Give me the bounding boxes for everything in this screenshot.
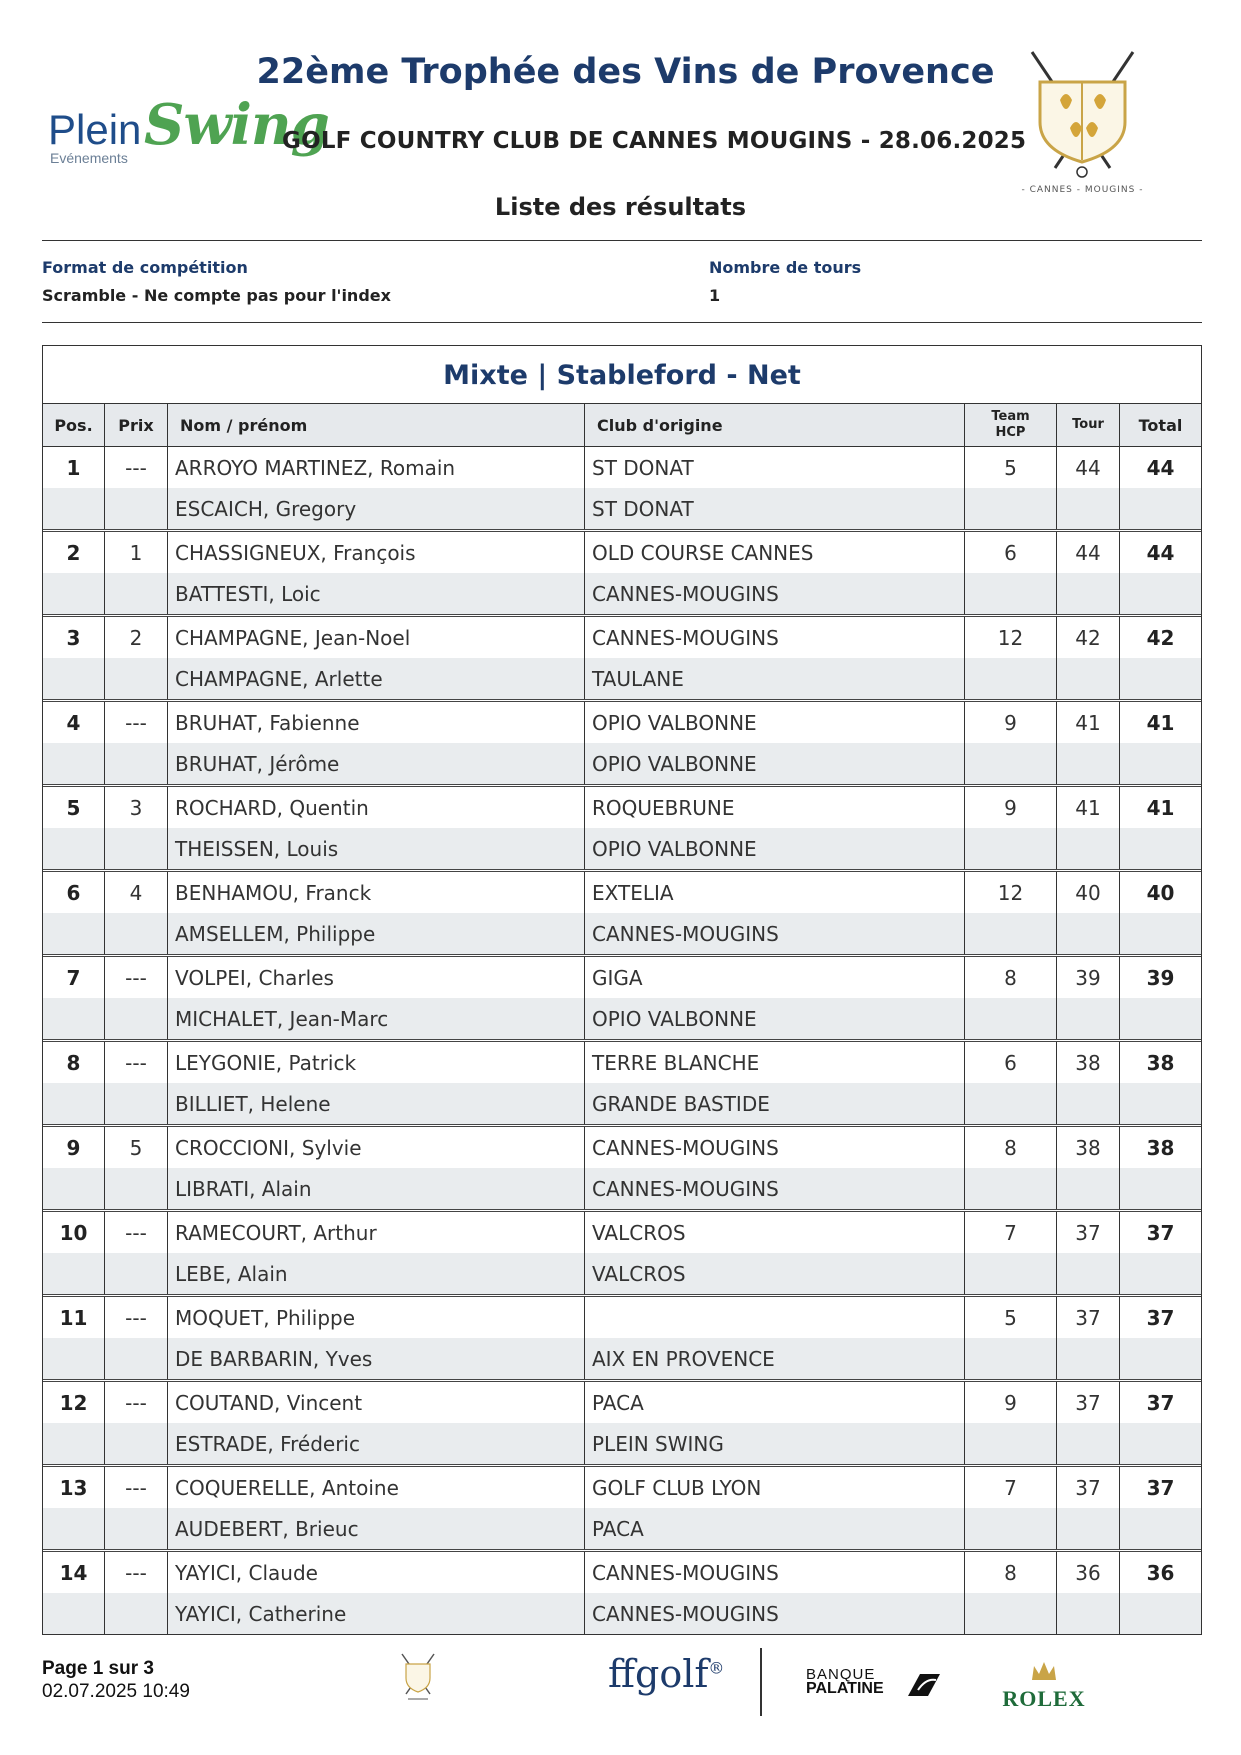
table-row [43, 573, 1201, 614]
cell-club: OPIO VALBONNE [585, 743, 965, 784]
cell-team-hcp: 8 [965, 1127, 1057, 1168]
result-group [43, 617, 1201, 702]
cell-total: 42 [1146, 625, 1175, 650]
logo-word-plein: Plein [48, 106, 142, 153]
table-row [43, 702, 1201, 743]
cell-team-hcp: 5 [965, 447, 1057, 488]
cell-tour [1057, 488, 1120, 529]
header-name: Nom / prénom [168, 404, 585, 446]
list-title: Liste des résultats [494, 193, 747, 221]
table-row [43, 1127, 1201, 1168]
cell-prix [105, 743, 168, 784]
cell-tour [1057, 1593, 1120, 1634]
cell-tour [1057, 1168, 1120, 1209]
cell-total [1120, 1423, 1201, 1464]
cell-name: MOQUET, Philippe [168, 1297, 585, 1338]
bank-line-2: PALATINE [806, 1680, 884, 1697]
cell-team-hcp: 12 [965, 617, 1057, 658]
crown-icon [1029, 1660, 1059, 1682]
cell-pos [43, 1083, 105, 1124]
palatine-wave-icon [906, 1670, 942, 1698]
cell-tour: 38 [1057, 1127, 1120, 1168]
cell-tour: 37 [1057, 1467, 1120, 1508]
cell-prix [105, 1253, 168, 1294]
cell-name: LEYGONIE, Patrick [168, 1042, 585, 1083]
cell-total [1120, 1083, 1201, 1124]
cell-tour [1057, 573, 1120, 614]
footer-crest-logo [396, 1652, 440, 1704]
divider-info [42, 322, 1202, 323]
cell-tour: 41 [1057, 702, 1120, 743]
cell-pos [43, 743, 105, 784]
cell-pos [43, 1338, 105, 1379]
result-group [43, 872, 1201, 957]
cell-team-hcp [965, 1593, 1057, 1634]
cell-prix: --- [105, 447, 168, 488]
cell-team-hcp [965, 573, 1057, 614]
cell-name: BILLIET, Helene [168, 1083, 585, 1124]
cell-team-hcp: 7 [965, 1212, 1057, 1253]
cell-total [1120, 1168, 1201, 1209]
table-row [43, 532, 1201, 573]
cell-prix [105, 828, 168, 869]
cell-team-hcp: 8 [965, 957, 1057, 998]
cell-total: 37 [1146, 1390, 1175, 1415]
cell-pos [43, 1168, 105, 1209]
cell-name: RAMECOURT, Arthur [168, 1212, 585, 1253]
cell-team-hcp [965, 1083, 1057, 1124]
cell-pos: 3 [43, 617, 105, 658]
cell-pos [43, 573, 105, 614]
cell-club: CANNES-MOUGINS [585, 1127, 965, 1168]
plein-swing-logo [48, 92, 329, 174]
cell-tour: 42 [1057, 617, 1120, 658]
logo-tagline: Evénements [50, 150, 128, 166]
result-group [43, 1382, 1201, 1467]
cell-team-hcp: 6 [965, 1042, 1057, 1083]
cell-team-hcp [965, 488, 1057, 529]
cell-prix [105, 488, 168, 529]
cell-tour [1057, 1253, 1120, 1294]
cell-tour [1057, 828, 1120, 869]
result-group [43, 1127, 1201, 1212]
table-row [43, 1253, 1201, 1294]
cell-name: CHASSIGNEUX, François [168, 532, 585, 573]
cell-team-hcp [965, 1508, 1057, 1549]
cell-tour: 39 [1057, 957, 1120, 998]
cell-name: CHAMPAGNE, Jean-Noel [168, 617, 585, 658]
result-group [43, 1467, 1201, 1552]
cell-pos: 5 [43, 787, 105, 828]
cell-prix [105, 658, 168, 699]
cell-name: ESCAICH, Gregory [168, 488, 585, 529]
cell-total: 37 [1146, 1475, 1175, 1500]
cell-name: COQUERELLE, Antoine [168, 1467, 585, 1508]
cell-prix: --- [105, 957, 168, 998]
header-club: Club d'origine [585, 404, 965, 446]
result-group [43, 532, 1201, 617]
cell-prix: --- [105, 1552, 168, 1593]
cell-prix: --- [105, 702, 168, 743]
header-pos: Pos. [43, 404, 105, 446]
cell-tour: 37 [1057, 1382, 1120, 1423]
cell-pos [43, 658, 105, 699]
cell-prix [105, 573, 168, 614]
cell-pos [43, 1508, 105, 1549]
cell-team-hcp [965, 828, 1057, 869]
table-row [43, 872, 1201, 913]
cell-total [1120, 1508, 1201, 1549]
cell-prix: --- [105, 1382, 168, 1423]
cell-total [1120, 1253, 1201, 1294]
result-group [43, 447, 1201, 532]
cell-name: YAYICI, Catherine [168, 1593, 585, 1634]
cell-tour [1057, 1083, 1120, 1124]
cell-name: ARROYO MARTINEZ, Romain [168, 447, 585, 488]
cell-tour: 41 [1057, 787, 1120, 828]
cell-club [585, 1297, 965, 1338]
table-row [43, 447, 1201, 488]
table-title: Mixte | Stableford - Net [43, 346, 1201, 404]
rounds-label: Nombre de tours [709, 258, 862, 277]
divider-top [42, 240, 1202, 241]
cell-prix: 2 [105, 617, 168, 658]
cell-pos: 8 [43, 1042, 105, 1083]
table-row [43, 1212, 1201, 1253]
cell-club: AIX EN PROVENCE [585, 1338, 965, 1379]
cell-club: OPIO VALBONNE [585, 828, 965, 869]
cell-name: VOLPEI, Charles [168, 957, 585, 998]
table-row [43, 1508, 1201, 1549]
cell-prix: 5 [105, 1127, 168, 1168]
cell-tour [1057, 743, 1120, 784]
cell-tour: 40 [1057, 872, 1120, 913]
cell-prix: --- [105, 1297, 168, 1338]
cell-club: CANNES-MOUGINS [585, 1168, 965, 1209]
cell-name: AMSELLEM, Philippe [168, 913, 585, 954]
rolex-logo [998, 1660, 1090, 1712]
cell-name: LEBE, Alain [168, 1253, 585, 1294]
print-timestamp: 02.07.2025 10:49 [42, 1681, 190, 1702]
table-row [43, 828, 1201, 869]
table-row [43, 658, 1201, 699]
cell-prix [105, 998, 168, 1039]
cell-club: GIGA [585, 957, 965, 998]
cell-team-hcp [965, 1423, 1057, 1464]
table-row [43, 1593, 1201, 1634]
cell-pos: 9 [43, 1127, 105, 1168]
table-row [43, 787, 1201, 828]
cell-prix [105, 1593, 168, 1634]
footer-separator [760, 1648, 762, 1716]
cell-club: TERRE BLANCHE [585, 1042, 965, 1083]
page-title: 22ème Trophée des Vins de Provence [256, 52, 995, 92]
cell-prix [105, 913, 168, 954]
table-row [43, 1423, 1201, 1464]
table-row [43, 1552, 1201, 1593]
cell-total [1120, 828, 1201, 869]
rounds-value: 1 [709, 286, 721, 305]
cell-team-hcp [965, 998, 1057, 1039]
cell-pos [43, 828, 105, 869]
result-group [43, 702, 1201, 787]
cannes-mougins-crest-logo [1010, 50, 1155, 210]
cell-tour: 44 [1057, 532, 1120, 573]
cell-tour [1057, 1508, 1120, 1549]
cell-total: 37 [1146, 1220, 1175, 1245]
cell-total: 39 [1146, 965, 1175, 990]
cell-name: BENHAMOU, Franck [168, 872, 585, 913]
cell-total [1120, 998, 1201, 1039]
cell-club: CANNES-MOUGINS [585, 573, 965, 614]
cell-name: BRUHAT, Jérôme [168, 743, 585, 784]
cell-tour: 37 [1057, 1212, 1120, 1253]
cell-pos [43, 1253, 105, 1294]
cell-team-hcp: 9 [965, 1382, 1057, 1423]
cell-prix: --- [105, 1467, 168, 1508]
header-prix: Prix [105, 404, 168, 446]
table-row [43, 1382, 1201, 1423]
table-header-row [43, 404, 1201, 447]
cell-total [1120, 658, 1201, 699]
table-row [43, 617, 1201, 658]
cell-club: OPIO VALBONNE [585, 998, 965, 1039]
header-tour: Tour [1057, 404, 1120, 446]
cell-name: DE BARBARIN, Yves [168, 1338, 585, 1379]
cell-prix: 1 [105, 532, 168, 573]
cell-club: CANNES-MOUGINS [585, 1593, 965, 1634]
table-row [43, 1042, 1201, 1083]
cell-tour [1057, 913, 1120, 954]
cell-prix [105, 1168, 168, 1209]
table-row [43, 1467, 1201, 1508]
result-group [43, 1297, 1201, 1382]
table-row [43, 1297, 1201, 1338]
cell-prix: --- [105, 1212, 168, 1253]
result-group [43, 1042, 1201, 1127]
result-group [43, 787, 1201, 872]
cell-name: CHAMPAGNE, Arlette [168, 658, 585, 699]
cell-name: AUDEBERT, Brieuc [168, 1508, 585, 1549]
cell-team-hcp: 7 [965, 1467, 1057, 1508]
cell-total: 44 [1146, 540, 1175, 565]
cell-team-hcp [965, 1338, 1057, 1379]
cell-pos: 6 [43, 872, 105, 913]
cell-club: ST DONAT [585, 488, 965, 529]
cell-total [1120, 913, 1201, 954]
cell-club: PACA [585, 1508, 965, 1549]
result-group [43, 957, 1201, 1042]
cell-total [1120, 1593, 1201, 1634]
crest-caption: - CANNES - MOUGINS - [1021, 185, 1144, 195]
cell-tour [1057, 1423, 1120, 1464]
table-row [43, 998, 1201, 1039]
cell-club: PLEIN SWING [585, 1423, 965, 1464]
cell-prix [105, 1338, 168, 1379]
cell-total: 44 [1146, 455, 1175, 480]
table-row [43, 1083, 1201, 1124]
header-team-hcp: Team HCP [965, 404, 1057, 446]
results-table [42, 345, 1202, 1635]
cell-team-hcp: 8 [965, 1552, 1057, 1593]
cell-name: COUTAND, Vincent [168, 1382, 585, 1423]
cell-team-hcp [965, 1253, 1057, 1294]
cell-name: LIBRATI, Alain [168, 1168, 585, 1209]
cell-pos: 12 [43, 1382, 105, 1423]
cell-club: CANNES-MOUGINS [585, 617, 965, 658]
cell-name: ROCHARD, Quentin [168, 787, 585, 828]
cell-team-hcp: 9 [965, 787, 1057, 828]
cell-tour [1057, 998, 1120, 1039]
ffgolf-logo: ffgolf® [608, 1652, 725, 1696]
cell-total: 41 [1146, 795, 1175, 820]
cell-pos [43, 998, 105, 1039]
page-number: Page 1 sur 3 [42, 1658, 154, 1679]
table-row [43, 1338, 1201, 1379]
cell-prix: --- [105, 1042, 168, 1083]
cell-pos [43, 913, 105, 954]
table-row [43, 743, 1201, 784]
cell-team-hcp [965, 743, 1057, 784]
cell-tour [1057, 1338, 1120, 1379]
cell-total: 41 [1146, 710, 1175, 735]
cell-club: CANNES-MOUGINS [585, 913, 965, 954]
cell-prix: 3 [105, 787, 168, 828]
cell-club: ROQUEBRUNE [585, 787, 965, 828]
crest-small-icon [396, 1652, 440, 1704]
cell-total: 38 [1146, 1135, 1175, 1160]
cell-prix [105, 1423, 168, 1464]
table-row [43, 913, 1201, 954]
table-row [43, 957, 1201, 998]
result-group [43, 1552, 1201, 1634]
cell-team-hcp [965, 1168, 1057, 1209]
cell-team-hcp: 12 [965, 872, 1057, 913]
cell-tour: 36 [1057, 1552, 1120, 1593]
cell-club: OLD COURSE CANNES [585, 532, 965, 573]
cell-team-hcp [965, 913, 1057, 954]
cell-club: PACA [585, 1382, 965, 1423]
cell-tour: 38 [1057, 1042, 1120, 1083]
cell-club: EXTELIA [585, 872, 965, 913]
cell-pos: 7 [43, 957, 105, 998]
cell-prix: 4 [105, 872, 168, 913]
cell-pos: 2 [43, 532, 105, 573]
cell-prix [105, 1083, 168, 1124]
cell-team-hcp: 9 [965, 702, 1057, 743]
cell-name: ESTRADE, Fréderic [168, 1423, 585, 1464]
cell-pos: 10 [43, 1212, 105, 1253]
cell-team-hcp [965, 658, 1057, 699]
table-row [43, 1168, 1201, 1209]
cell-total: 37 [1146, 1305, 1175, 1330]
cell-club: VALCROS [585, 1253, 965, 1294]
cell-total [1120, 1338, 1201, 1379]
cell-club: VALCROS [585, 1212, 965, 1253]
cell-pos: 14 [43, 1552, 105, 1593]
cell-total [1120, 743, 1201, 784]
cell-pos: 13 [43, 1467, 105, 1508]
cell-name: MICHALET, Jean-Marc [168, 998, 585, 1039]
cell-total: 38 [1146, 1050, 1175, 1075]
format-value: Scramble - Ne compte pas pour l'index [42, 286, 391, 305]
logo-word-swing: Swing [144, 92, 329, 158]
cell-club: GOLF CLUB LYON [585, 1467, 965, 1508]
cell-club: OPIO VALBONNE [585, 702, 965, 743]
cell-pos [43, 488, 105, 529]
table-body [43, 447, 1201, 1634]
cell-total [1120, 573, 1201, 614]
cell-club: ST DONAT [585, 447, 965, 488]
cell-name: YAYICI, Claude [168, 1552, 585, 1593]
cell-name: BATTESTI, Loic [168, 573, 585, 614]
cell-name: CROCCIONI, Sylvie [168, 1127, 585, 1168]
header-total: Total [1138, 415, 1183, 435]
bank-line-1: BANQUE [806, 1666, 876, 1683]
table-row [43, 488, 1201, 529]
cell-total [1120, 488, 1201, 529]
format-label: Format de compétition [42, 258, 248, 277]
cell-name: BRUHAT, Fabienne [168, 702, 585, 743]
result-group [43, 1212, 1201, 1297]
banque-palatine-logo [806, 1666, 946, 1698]
cell-club: GRANDE BASTIDE [585, 1083, 965, 1124]
cell-tour: 44 [1057, 447, 1120, 488]
cell-club: CANNES-MOUGINS [585, 1552, 965, 1593]
cell-pos [43, 1593, 105, 1634]
event-subtitle: GOLF COUNTRY CLUB DE CANNES MOUGINS - 28.06.2025 [282, 128, 1027, 154]
cell-team-hcp: 6 [965, 532, 1057, 573]
cell-club: TAULANE [585, 658, 965, 699]
cell-pos: 4 [43, 702, 105, 743]
cell-pos [43, 1423, 105, 1464]
cell-name: THEISSEN, Louis [168, 828, 585, 869]
cell-prix [105, 1508, 168, 1549]
cell-total: 36 [1146, 1560, 1175, 1585]
rolex-wordmark: ROLEX [1002, 1686, 1086, 1711]
cell-tour [1057, 658, 1120, 699]
cell-team-hcp: 5 [965, 1297, 1057, 1338]
cell-tour: 37 [1057, 1297, 1120, 1338]
cell-total: 40 [1146, 880, 1175, 905]
cell-pos: 1 [43, 447, 105, 488]
cell-pos: 11 [43, 1297, 105, 1338]
crest-icon [1010, 50, 1155, 185]
